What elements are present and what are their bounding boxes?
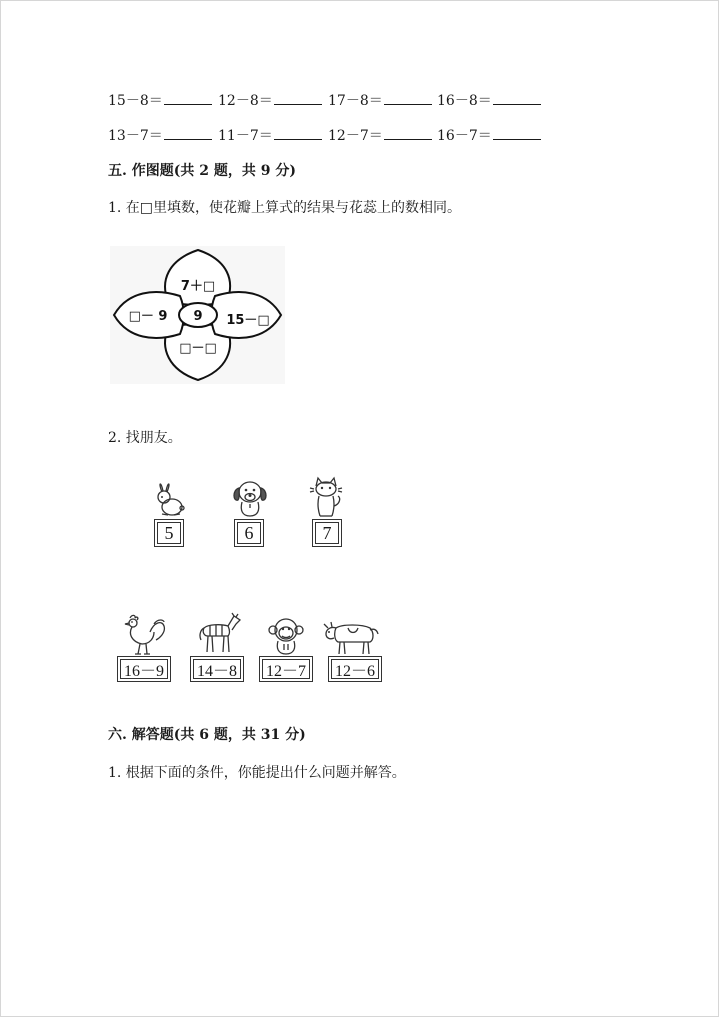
cat-icon <box>308 476 344 518</box>
answer-blank[interactable] <box>493 90 541 105</box>
equation: 16－8＝ <box>437 90 541 110</box>
equation: 12－8＝ <box>218 90 322 110</box>
number-card[interactable]: 6 <box>234 519 264 547</box>
monkey-icon <box>266 616 306 656</box>
equation: 16－7＝ <box>437 125 541 145</box>
expression-card[interactable]: 12－6 <box>328 656 382 682</box>
cow-icon <box>322 618 380 656</box>
dog-icon <box>230 476 270 518</box>
question-text: 1. 在□里填数，使花瓣上算式的结果与花蕊上的数相同。 <box>108 200 462 216</box>
right-petal-expr: 15－□ <box>226 313 270 328</box>
equation: 13－7＝ <box>108 125 212 145</box>
top-petal-expr: 7＋□ <box>180 279 216 294</box>
bottom-petal-expr: □－□ <box>179 341 217 356</box>
rooster-icon <box>120 612 168 656</box>
answer-blank[interactable] <box>164 90 212 105</box>
question-text: 2. 找朋友。 <box>108 430 182 446</box>
answer-blank[interactable] <box>384 90 432 105</box>
answer-blank[interactable] <box>164 125 212 140</box>
horse-icon <box>196 612 244 656</box>
number-card[interactable]: 5 <box>154 519 184 547</box>
number-card[interactable]: 7 <box>312 519 342 547</box>
section-title-6: 六. 解答题(共 6 题，共 31 分) <box>108 727 306 743</box>
section-title-5: 五. 作图题(共 2 题，共 9 分) <box>108 163 296 179</box>
question-text: 1. 根据下面的条件，你能提出什么问题并解答。 <box>108 765 406 781</box>
rabbit-icon <box>152 480 186 518</box>
answer-blank[interactable] <box>493 125 541 140</box>
equation: 11－7＝ <box>218 125 322 145</box>
equation: 17－8＝ <box>328 90 432 110</box>
answer-blank[interactable] <box>384 125 432 140</box>
equation: 12－7＝ <box>328 125 432 145</box>
left-petal-expr: □－ 9 <box>128 309 168 324</box>
answer-blank[interactable] <box>274 125 322 140</box>
answer-blank[interactable] <box>274 90 322 105</box>
flower-diagram <box>110 246 285 384</box>
expression-card[interactable]: 16－9 <box>117 656 171 682</box>
expression-card[interactable]: 12－7 <box>259 656 313 682</box>
equation: 15－8＝ <box>108 90 212 110</box>
center-number: 9 <box>193 309 203 324</box>
expression-card[interactable]: 14－8 <box>190 656 244 682</box>
